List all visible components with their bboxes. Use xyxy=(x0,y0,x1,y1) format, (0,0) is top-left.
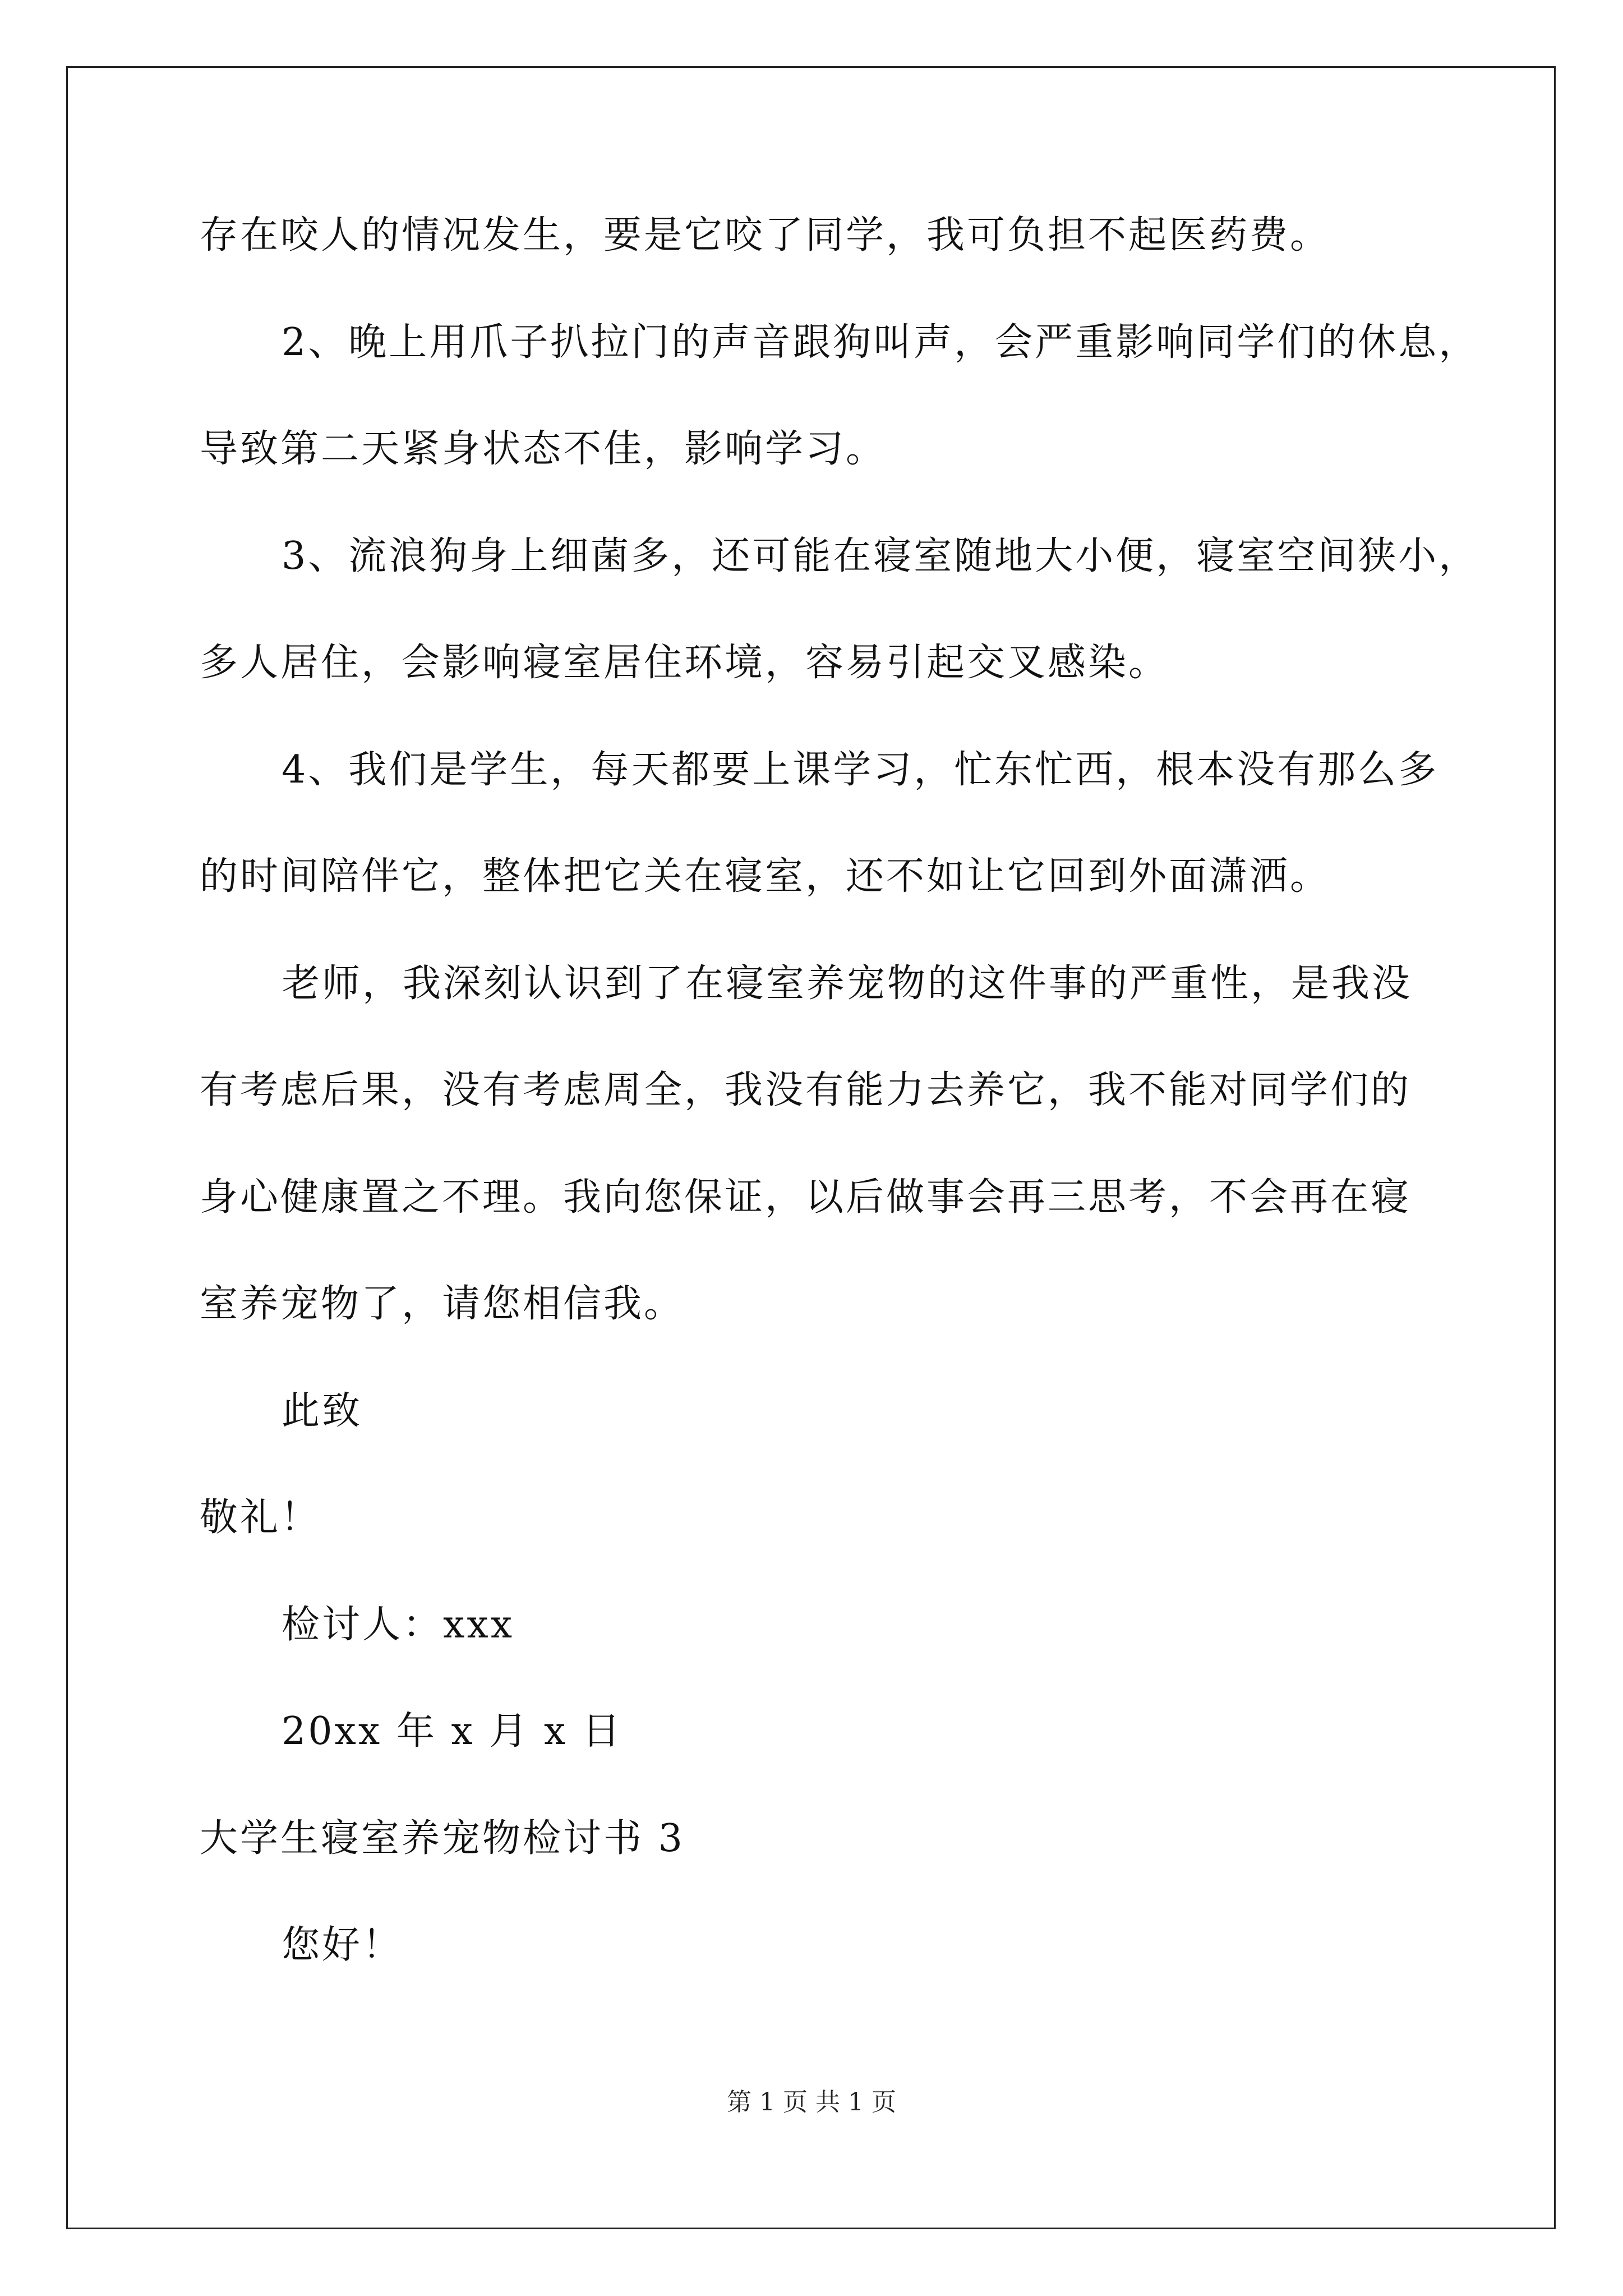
paragraph-line: 存在咬人的情况发生，要是它咬了同学，我可负担不起医药费。 xyxy=(200,213,1331,257)
paragraph-line: 室养宠物了，请您相信我。 xyxy=(200,1282,685,1326)
greeting-line: 您好！ xyxy=(282,1923,403,1967)
closing-respect: 敬礼！ xyxy=(200,1496,321,1540)
page-border xyxy=(66,66,1556,2229)
paragraph-line: 3、流浪狗身上细菌多，还可能在寝室随地大小便，寝室空间狭小， xyxy=(282,534,1479,578)
paragraph-line: 的时间陪伴它，整体把它关在寝室，还不如让它回到外面潇洒。 xyxy=(200,854,1331,899)
paragraph-line: 多人居住，会影响寝室居住环境，容易引起交叉感染。 xyxy=(200,641,1169,685)
signature-line: 检讨人：xxx xyxy=(282,1603,515,1647)
paragraph-line: 老师，我深刻认识到了在寝室养宠物的这件事的严重性，是我没 xyxy=(282,961,1413,1006)
paragraph-line: 2、晚上用爪子扒拉门的声音跟狗叫声，会严重影响同学们的休息， xyxy=(282,320,1479,365)
paragraph-line: 身心健康置之不理。我向您保证，以后做事会再三思考，不会再在寝 xyxy=(200,1175,1412,1220)
closing-salutation: 此致 xyxy=(282,1389,363,1433)
section-title: 大学生寝室养宠物检讨书 3 xyxy=(200,1816,685,1861)
date-line: 20xx 年 x 月 x 日 xyxy=(282,1709,623,1754)
paragraph-line: 4、我们是学生，每天都要上课学习，忙东忙西，根本没有那么多 xyxy=(282,748,1439,792)
paragraph-line: 导致第二天紧身状态不佳，影响学习。 xyxy=(200,427,887,471)
page-footer: 第 1 页 共 1 页 xyxy=(727,2088,896,2116)
paragraph-line: 有考虑后果，没有考虑周全，我没有能力去养它，我不能对同学们的 xyxy=(200,1068,1412,1112)
